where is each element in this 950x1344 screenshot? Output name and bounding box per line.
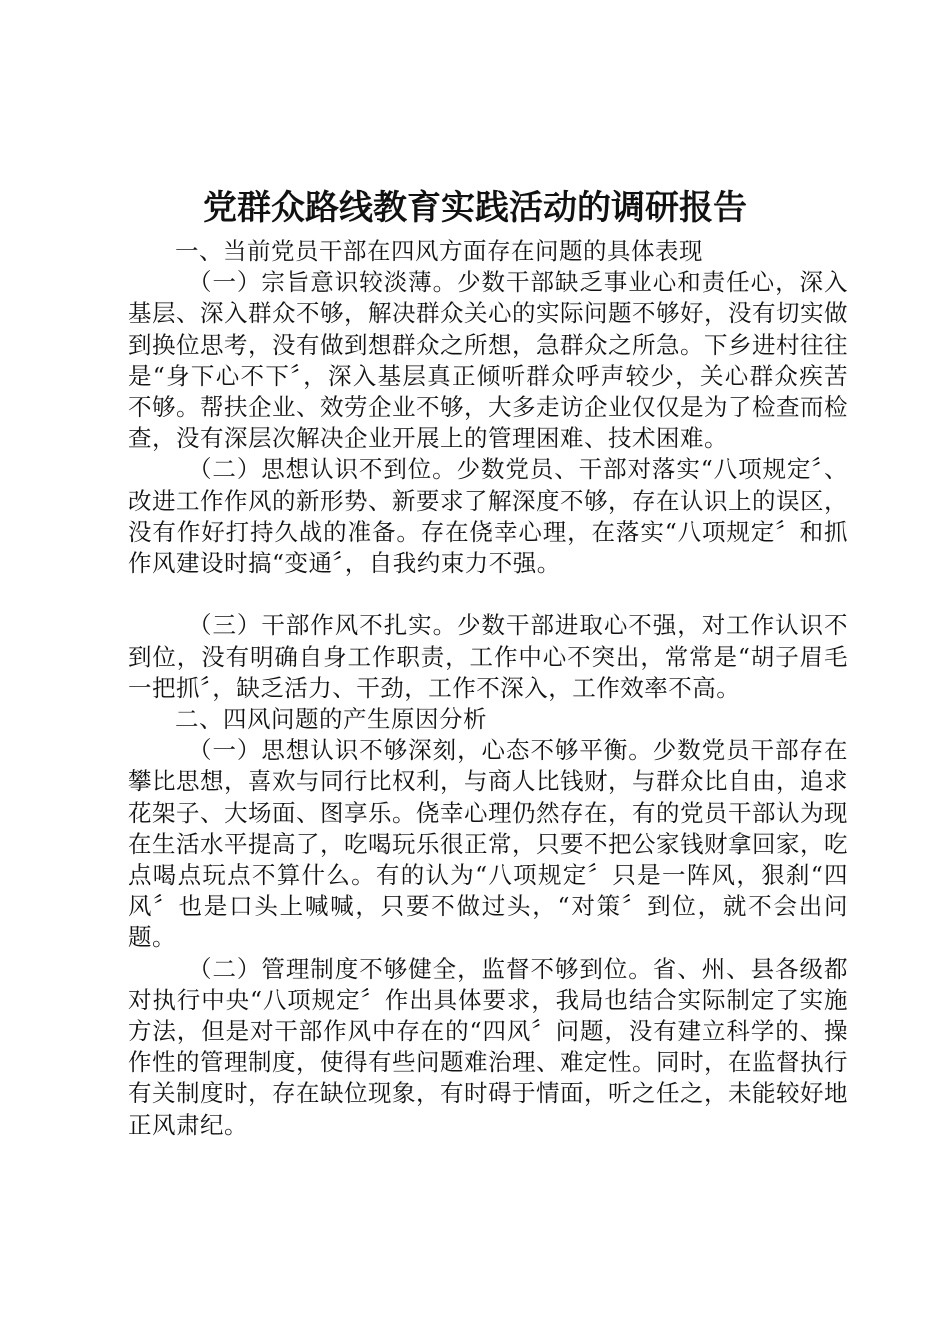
paragraph: （二）思想认识不到位。少数党员、干部对落实“八项规定〞、改进工作作风的新形势、新要求了解深度不够，存在认识上的误区，没有作好打持久战的准备。存在侥幸心理，在落实“八项规定〞和抓作风建设时搞“变通〞，自我约束力不强。 (128, 455, 848, 578)
section-heading-1: 一、当前党员干部在四风方面存在问题的具体表现 (175, 237, 703, 265)
document-body (128, 236, 848, 1141)
section-heading-2: 二、四风问题的产生原因分析 (175, 705, 487, 734)
paragraph: （三）干部作风不扎实。少数干部进取心不强，对工作认识不到位，没有明确自身工作职责，工作中心不突出，常常是“胡子眉毛一把抓〞，缺乏活力、干劲，工作不深入，工作效率不高。 (128, 611, 848, 702)
paragraph: （二）管理制度不够健全，监督不够到位。省、州、县各级都对执行中央“八项规定〞作出具体要求，我局也结合实际制定了实施方法，但是对干部作风中存在的“四风〞问题，没有建立科学的、操作性的管理制度，使得有些问题难治理、难定性。同时，在监督执行有关制度时，存在缺位现象，有时碍于情面，听之任之，未能较好地正风肃纪。 (128, 954, 848, 1139)
paragraph-spacer (128, 579, 848, 610)
document-title: 党群众路线教育实践活动的调研报告 (203, 188, 747, 228)
paragraph: （一）宗旨意识较淡薄。少数干部缺乏事业心和责任心，深入基层、深入群众不够，解决群众关心的实际问题不够好，没有切实做到换位思考，没有做到想群众之所想，急群众之所急。下乡进村往往是“身下心不下〞，深入基层真正倾听群众呼声较少，关心群众疾苦不够。帮扶企业、效劳企业不够，大多走访企业仅仅是为了检查而检查，没有深层次解决企业开展上的管理困难、技术困难。 (128, 268, 848, 453)
paragraph: （一）思想认识不够深刻，心态不够平衡。少数党员干部存在攀比思想，喜欢与同行比权利，与商人比钱财，与群众比自由，追求花架子、大场面、图享乐。侥幸心理仍然存在，有的党员干部认为现在生活水平提高了，吃喝玩乐很正常，只要不把公家钱财拿回家，吃点喝点玩点不算什么。有的认为“八项规定〞只是一阵风，狠刹“四风〞也是口头上喊喊，只要不做过头，“对策〞到位，就不会出问题。 (128, 736, 848, 952)
